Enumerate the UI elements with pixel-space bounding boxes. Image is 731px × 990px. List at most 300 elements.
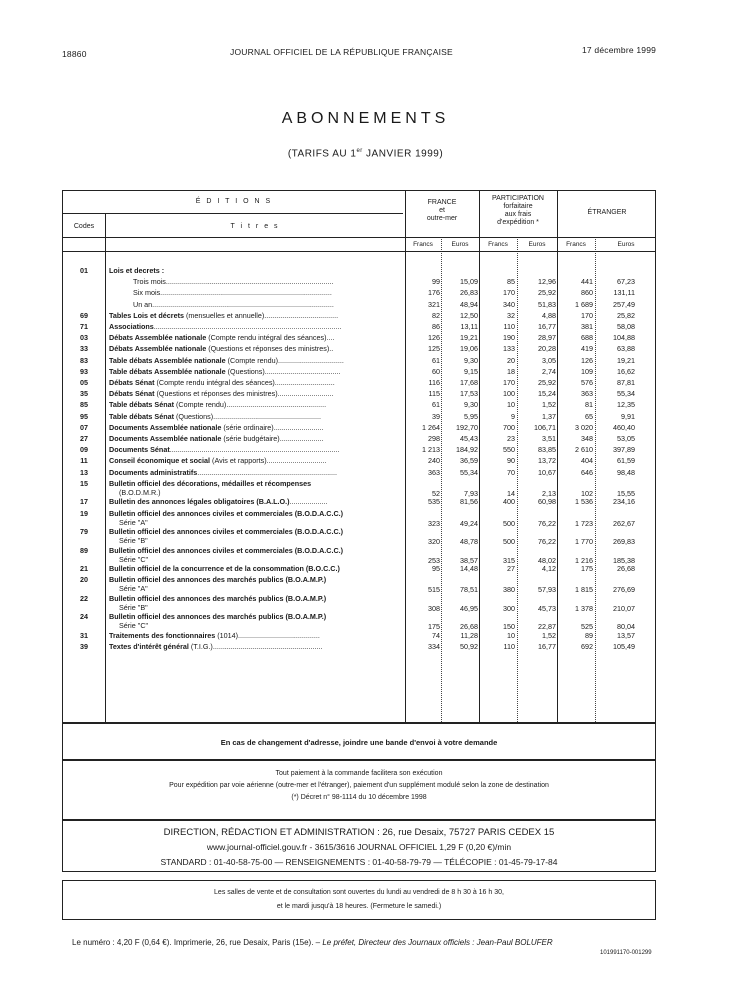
row-title-detail: ..................................................................................... (169, 446, 340, 455)
table-row (63, 528, 657, 546)
row-value-pf: 10 (507, 400, 515, 410)
row-value-ff: 240 (428, 456, 440, 466)
row-value-fe: 184,92 (456, 445, 478, 455)
euros-header: Euros (528, 241, 546, 248)
table-row (63, 368, 657, 377)
row-value-ef: 1 815 (575, 585, 593, 595)
row-value-pf: 27 (507, 564, 515, 573)
row-value-ee: 234,16 (613, 497, 635, 507)
row-value-ff: 86 (432, 322, 440, 331)
row-title (109, 595, 405, 603)
row-value-ef: 3 020 (575, 422, 593, 432)
row-value-ff: 298 (428, 434, 440, 443)
row-value-ef: 1 723 (575, 518, 593, 528)
row-code: 22 (80, 593, 88, 603)
row-title-detail: .............................................................................................. (153, 323, 342, 331)
direction-line-2: www.journal-officiel.gouv.fr - 3615/3616 JOURNAL OFFICIEL 1,29 F (0,20 €)/min (206, 842, 512, 852)
row-value-ee: 67,23 (617, 277, 635, 287)
row-title (109, 643, 405, 651)
subtitle-sup: er (356, 148, 363, 154)
payment-line-1: Tout paiement à la commande facilitera son exécution (275, 770, 443, 777)
row-title (109, 613, 405, 621)
row-title-main: Bulletin officiel des annonces des marchés publics (B.O.A.M.P.) (109, 576, 327, 585)
row-code: 24 (80, 612, 88, 622)
france-header (405, 199, 479, 223)
row-value-pe: 20,28 (538, 344, 556, 354)
row-value-fe: 192,70 (456, 422, 478, 432)
row-title (109, 312, 405, 320)
table-row (63, 576, 657, 594)
row-title-main: Traitements des fonctionnaires (109, 631, 216, 640)
table-row (63, 334, 657, 343)
row-title-main: Conseil économique et social (109, 457, 211, 466)
row-code: 39 (80, 641, 88, 651)
direction-line-3: STANDARD : 01-40-58-75-00 — RENSEIGNEMENTS : 01-40-58-79-79 — TÉLÉCOPIE : 01-45-79-17-84 (160, 857, 558, 867)
table-row (63, 278, 657, 287)
row-value-ff: 82 (432, 310, 440, 320)
row-value-pe: 16,77 (538, 641, 556, 651)
row-value-ef: 688 (581, 333, 593, 343)
row-value-pe: 15,24 (538, 389, 556, 399)
table-row (63, 498, 657, 507)
row-value-ee: 98,48 (617, 467, 635, 477)
row-title-detail: (Compte rendu intégral des séances).............................. (154, 379, 335, 387)
row-value-ef: 1 689 (575, 299, 593, 309)
footer (72, 938, 662, 947)
row-value-ee: 210,07 (613, 603, 635, 613)
journal-title: JOURNAL OFFICIEL DE LA RÉPUBLIQUE FRANÇAISE (230, 47, 453, 57)
row-value-ef: 419 (581, 344, 593, 354)
row-value-pe: 106,71 (534, 422, 556, 432)
row-value-pf: 400 (503, 497, 515, 507)
row-value-pe: 60,98 (538, 497, 556, 507)
row-code: 27 (80, 434, 88, 443)
row-title (109, 334, 405, 342)
row-value-ff: 61 (432, 400, 440, 410)
row-code: 21 (80, 564, 88, 573)
row-value-pe: 51,83 (538, 299, 556, 309)
euros-header: Euros (451, 241, 469, 248)
row-value-ef: 65 (585, 411, 593, 421)
row-value-ee: 257,49 (613, 299, 635, 309)
row-code: 35 (80, 389, 88, 399)
row-value-ff: 334 (428, 641, 440, 651)
row-value-ff: 95 (432, 564, 440, 573)
table-row (63, 379, 657, 388)
france-header-l3: outre-mer (426, 215, 458, 222)
table-row (63, 632, 657, 641)
row-value-ee: 25,82 (617, 310, 635, 320)
row-title (109, 424, 405, 432)
row-value-ee: 460,40 (613, 422, 635, 432)
sales-hours-box (62, 880, 656, 920)
sales-line-2: et le mardi jusqu'à 18 heures. (Fermeture le samedi.) (276, 903, 442, 910)
row-value-ff: 1 213 (422, 445, 440, 455)
row-value-pf: 170 (503, 288, 515, 298)
table-row (63, 289, 657, 298)
row-value-ff: 115 (428, 389, 440, 399)
row-value-pf: 190 (503, 333, 515, 343)
row-title (109, 547, 405, 555)
row-subtitle: Un an........................................................................................... (133, 300, 334, 309)
row-value-pe: 4,88 (542, 310, 556, 320)
row-title-detail: (Questions)...................................... (225, 367, 341, 376)
row-value-ef: 576 (581, 378, 593, 387)
row-value-ee: 61,59 (617, 456, 635, 466)
row-value-ff: 52 (432, 488, 440, 498)
row-value-ee: 105,49 (613, 641, 635, 651)
table-row (63, 267, 657, 276)
row-title-detail: (série ordinaire)......................... (221, 423, 324, 432)
row-line (63, 251, 655, 252)
row-title-main: Bulletin officiel des annonces des marchés publics (B.O.A.M.P.) (109, 613, 327, 622)
row-title-detail: (T.I.G.)....................................................... (188, 642, 323, 651)
row-title-main: Débats Assemblée nationale (109, 345, 207, 354)
table-row (63, 565, 657, 574)
row-value-pf: 300 (503, 603, 515, 613)
row-subtitle: Série "C" (119, 622, 149, 631)
row-value-pe: 13,72 (538, 456, 556, 466)
row-title (109, 446, 405, 454)
row-value-ef: 126 (581, 355, 593, 365)
row-value-pe: 10,67 (538, 467, 556, 477)
row-value-ee: 26,68 (617, 564, 635, 573)
row-subtitle: Série "A" (119, 518, 148, 527)
row-title (109, 576, 405, 584)
row-value-pe: 76,22 (538, 518, 556, 528)
row-value-ff: 126 (428, 333, 440, 343)
row-value-ef: 692 (581, 641, 593, 651)
row-title (109, 379, 405, 387)
row-title-main: Documents administratifs (109, 468, 198, 477)
row-subtitle: Série "B" (119, 537, 148, 545)
row-value-pf: 110 (503, 322, 515, 331)
row-code: 19 (80, 508, 88, 518)
row-value-pf: 315 (503, 555, 515, 565)
row-value-ff: 61 (432, 355, 440, 365)
row-value-pf: 500 (503, 537, 515, 546)
row-value-pf: 85 (507, 277, 515, 287)
row-title (109, 413, 405, 421)
row-line (63, 213, 403, 214)
etranger-header: ÉTRANGER (587, 209, 627, 216)
row-title (109, 323, 405, 331)
row-value-fe: 36,59 (460, 456, 478, 466)
row-value-pf: 340 (503, 299, 515, 309)
row-title (109, 498, 405, 506)
row-title (109, 390, 405, 398)
row-value-pe: 1,52 (542, 630, 556, 640)
row-code: 13 (80, 467, 88, 477)
row-value-fe: 9,15 (464, 366, 478, 376)
row-value-ef: 363 (581, 389, 593, 399)
euros-header: Euros (617, 241, 635, 248)
row-title-detail: (Avis et rapports).............................. (210, 457, 327, 466)
row-title-main: Documents Assemblée nationale (109, 423, 222, 432)
row-title-main: Bulletin officiel des annonces des marchés publics (B.O.A.M.P.) (109, 594, 327, 603)
footer-imprint: Le numéro : 4,20 F (0,64 €). Imprimerie, 26, rue Desaix, Paris (15e). – (72, 938, 321, 947)
row-subtitle: Série "B" (119, 603, 148, 612)
page-number: 18860 (62, 49, 87, 59)
table-row (63, 510, 657, 528)
subtitle-pre: (TARIFS AU 1 (287, 148, 357, 160)
row-code: 89 (80, 545, 88, 555)
row-value-ff: 1 264 (422, 422, 440, 432)
row-value-pe: 3,05 (542, 355, 556, 365)
row-value-ee: 104,88 (613, 333, 635, 343)
row-title (109, 457, 405, 465)
row-value-pe: 83,85 (538, 445, 556, 455)
address-notice-text: En cas de changement d'adresse, joindre une bande d'envoi à votre demande (220, 738, 498, 747)
row-value-ee: 15,55 (617, 488, 635, 498)
row-value-ff: 323 (428, 518, 440, 528)
table-row (63, 547, 657, 565)
table-row (63, 413, 657, 422)
row-value-fe: 81,56 (460, 497, 478, 507)
row-title-main: Table débats Sénat (109, 401, 174, 410)
row-value-fe: 50,92 (460, 641, 478, 651)
row-value-ef: 348 (581, 434, 593, 443)
row-value-fe: 7,93 (464, 488, 478, 498)
table-row (63, 643, 657, 652)
sales-line-1: Les salles de vente et de consultation sont ouvertes du lundi au vendredi de 8 h 30 à 16 h 30, (214, 889, 504, 896)
row-value-ef: 441 (581, 277, 593, 287)
row-value-ff: 125 (428, 344, 440, 354)
row-value-pf: 32 (507, 310, 515, 320)
row-value-pf: 550 (503, 445, 515, 455)
row-value-pe: 2,13 (542, 488, 556, 498)
table-row (63, 312, 657, 321)
row-value-ef: 1 378 (575, 603, 593, 613)
row-value-fe: 17,68 (460, 378, 478, 387)
participation-header (479, 195, 557, 227)
row-title-detail: (Questions)...................................................... (173, 412, 321, 421)
row-value-ee: 53,05 (617, 434, 635, 443)
france-header-l2: et (439, 207, 445, 214)
row-code: 05 (80, 378, 88, 387)
row-title-main: Débats Assemblée nationale (109, 334, 207, 343)
row-value-pe: 16,77 (538, 322, 556, 331)
row-value-ff: 535 (428, 497, 440, 507)
row-title (109, 480, 405, 488)
page-title: ABONNEMENTS (281, 110, 450, 127)
row-value-pf: 10 (507, 630, 515, 640)
row-value-ee: 262,67 (613, 518, 635, 528)
payment-line-2: Pour expédition par voie aérienne (outre-mer et l'étranger), paiement d'un supplément modulé selon la zone de destination (169, 782, 549, 789)
row-title (109, 528, 405, 536)
francs-header: Francs (488, 241, 508, 248)
row-value-ee: 13,57 (617, 630, 635, 640)
row-value-ff: 39 (432, 411, 440, 421)
row-value-ee: 55,34 (617, 389, 635, 399)
row-value-fe: 45,43 (460, 434, 478, 443)
row-title-main: Textes d'intérêt général (109, 642, 189, 651)
row-title (109, 368, 405, 376)
table-row (63, 435, 657, 444)
row-value-fe: 13,11 (460, 322, 478, 331)
row-title-detail: (Compte rendu intégral des séances).... (206, 334, 335, 343)
participation-header-l3: aux frais (504, 211, 532, 218)
row-value-ee: 276,69 (613, 585, 635, 595)
row-value-ee: 12,35 (617, 400, 635, 410)
table-row (63, 301, 657, 310)
row-value-fe: 17,53 (460, 389, 478, 399)
row-title-main: Associations (109, 323, 154, 331)
row-value-pe: 28,97 (538, 333, 556, 343)
row-title (109, 345, 405, 353)
participation-header-l1: PARTICIPATION (492, 195, 544, 202)
row-value-fe: 38,57 (460, 555, 478, 565)
row-title-main: Bulletin des annonces légales obligatoires (B.A.L.O.) (109, 498, 290, 507)
france-header-l1: FRANCE (427, 199, 457, 206)
row-value-pe: 22,87 (538, 622, 556, 632)
row-value-ff: 320 (428, 537, 440, 546)
row-value-pf: 170 (503, 378, 515, 387)
row-title-detail: (Compte rendu)................................. (225, 356, 344, 365)
row-value-pf: 14 (507, 488, 515, 498)
row-value-ee: 63,88 (617, 344, 635, 354)
payment-notice (62, 760, 656, 820)
row-value-ee: 80,04 (617, 622, 635, 632)
row-value-ef: 102 (581, 488, 593, 498)
table-row (63, 323, 657, 332)
row-value-ff: 74 (432, 630, 440, 640)
row-value-fe: 26,68 (460, 622, 478, 632)
row-title-main: Bulletin officiel des annonces civiles et commerciales (B.O.D.A.C.C.) (109, 509, 344, 518)
row-value-ff: 321 (428, 299, 440, 309)
row-value-ee: 19,21 (617, 355, 635, 365)
row-title-main: Bulletin officiel des décorations, médailles et récompenses (109, 479, 312, 488)
row-value-pf: 20 (507, 355, 515, 365)
participation-header-l4: d'expédition * (497, 219, 539, 226)
row-value-ef: 525 (581, 622, 593, 632)
row-value-ef: 89 (585, 630, 593, 640)
row-title-main: Table débats Assemblée nationale (109, 367, 226, 376)
row-code: 33 (80, 344, 88, 354)
row-title-main: Bulletin officiel de la concurrence et de la consommation (B.O.C.C.) (109, 565, 340, 573)
row-subtitle: (B.O.D.M.R.) (119, 488, 161, 497)
editions-header: É D I T I O N S (195, 198, 273, 205)
row-title-detail: (Compte rendu).................................................. (173, 401, 327, 410)
row-subtitle: Six mois...................................................................................... (133, 289, 332, 298)
row-code: 93 (80, 366, 88, 376)
table-row (63, 401, 657, 410)
table-row (63, 595, 657, 613)
row-value-ee: 9,91 (621, 411, 635, 421)
row-line (63, 237, 655, 238)
row-title-detail: ................... (289, 498, 328, 507)
participation-header-l2: forfaitaire (503, 203, 533, 210)
direction-line-1: DIRECTION, RÉDACTION ET ADMINISTRATION : 26, rue Desaix, 75727 PARIS CEDEX 15 (163, 827, 555, 838)
subtitle-post: JANVIER 1999) (362, 148, 444, 160)
row-code: 20 (80, 575, 88, 585)
footer-director: Le préfet, Directeur des Journaux officiels : Jean-Paul BOLUFER (322, 938, 553, 947)
row-value-fe: 78,51 (460, 585, 478, 595)
francs-header: Francs (566, 241, 586, 248)
table-row (63, 390, 657, 399)
row-code: 95 (80, 411, 88, 421)
row-title (109, 267, 405, 275)
address-notice (62, 723, 656, 760)
row-code: 31 (80, 630, 88, 640)
row-title-main: Documents Sénat (109, 446, 170, 455)
row-value-pf: 90 (507, 456, 515, 466)
row-value-fe: 55,34 (460, 467, 478, 477)
issue-date: 17 décembre 1999 (582, 45, 657, 55)
row-value-ef: 1 216 (575, 555, 593, 565)
row-title-detail: ...................................................................... (197, 468, 338, 477)
row-title-main: Débats Sénat (109, 379, 155, 387)
row-value-ff: 176 (428, 288, 440, 298)
row-subtitle: Trois mois.................................................................................... (133, 278, 334, 287)
row-value-pf: 700 (503, 422, 515, 432)
row-value-pe: 3,51 (542, 434, 556, 443)
row-title-main: Bulletin officiel des annonces civiles et commerciales (B.O.D.A.C.C.) (109, 546, 344, 555)
row-title-main: Documents Assemblée nationale (109, 435, 222, 443)
row-value-ee: 185,38 (613, 555, 635, 565)
row-title-detail: (Questions et réponses des ministres)............................ (154, 390, 334, 399)
row-value-pf: 110 (503, 641, 515, 651)
row-value-pf: 380 (503, 585, 515, 595)
row-value-ff: 363 (428, 467, 440, 477)
row-code: 71 (80, 322, 88, 331)
row-code: 01 (80, 266, 88, 275)
row-value-pe: 76,22 (538, 537, 556, 546)
payment-line-3: (*) Décret n° 98-1114 du 10 décembre 1998 (291, 794, 427, 801)
row-value-ff: 515 (428, 585, 440, 595)
document-reference: 101991170-001299 (600, 950, 652, 956)
row-value-ee: 131,11 (613, 288, 635, 298)
row-value-pe: 12,96 (538, 277, 556, 287)
row-code: 85 (80, 400, 88, 410)
row-value-ff: 308 (428, 603, 440, 613)
row-title (109, 401, 405, 409)
row-value-pf: 23 (507, 434, 515, 443)
row-code: 79 (80, 527, 88, 536)
row-code: 15 (80, 478, 88, 488)
row-code: 09 (80, 445, 88, 455)
francs-header: Francs (413, 241, 433, 248)
row-title-detail: (Questions et réponses des ministres).. (206, 345, 334, 354)
row-value-ef: 175 (581, 564, 593, 573)
row-value-ef: 381 (581, 322, 593, 331)
row-value-pf: 70 (507, 467, 515, 477)
row-value-pe: 2,74 (542, 366, 556, 376)
row-value-pf: 18 (507, 366, 515, 376)
row-value-fe: 48,78 (460, 537, 478, 546)
row-value-ee: 16,62 (617, 366, 635, 376)
row-value-fe: 5,95 (464, 411, 478, 421)
page-subtitle (0, 148, 731, 159)
row-title (109, 435, 405, 443)
row-value-ee: 58,08 (617, 322, 635, 331)
row-value-fe: 12,50 (460, 310, 478, 320)
row-title (109, 510, 405, 518)
row-subtitle: Série "C" (119, 555, 149, 564)
row-value-pe: 57,93 (538, 585, 556, 595)
direction-box (62, 820, 656, 872)
row-value-fe: 46,95 (460, 603, 478, 613)
row-value-pf: 500 (503, 518, 515, 528)
row-value-fe: 19,21 (460, 333, 478, 343)
subscription-table (62, 190, 656, 723)
row-title (109, 632, 405, 640)
row-value-pf: 133 (503, 344, 515, 354)
titres-header: T i t r e s (230, 223, 280, 230)
table-row (63, 345, 657, 354)
row-value-ee: 269,83 (613, 537, 635, 546)
row-value-ef: 404 (581, 456, 593, 466)
